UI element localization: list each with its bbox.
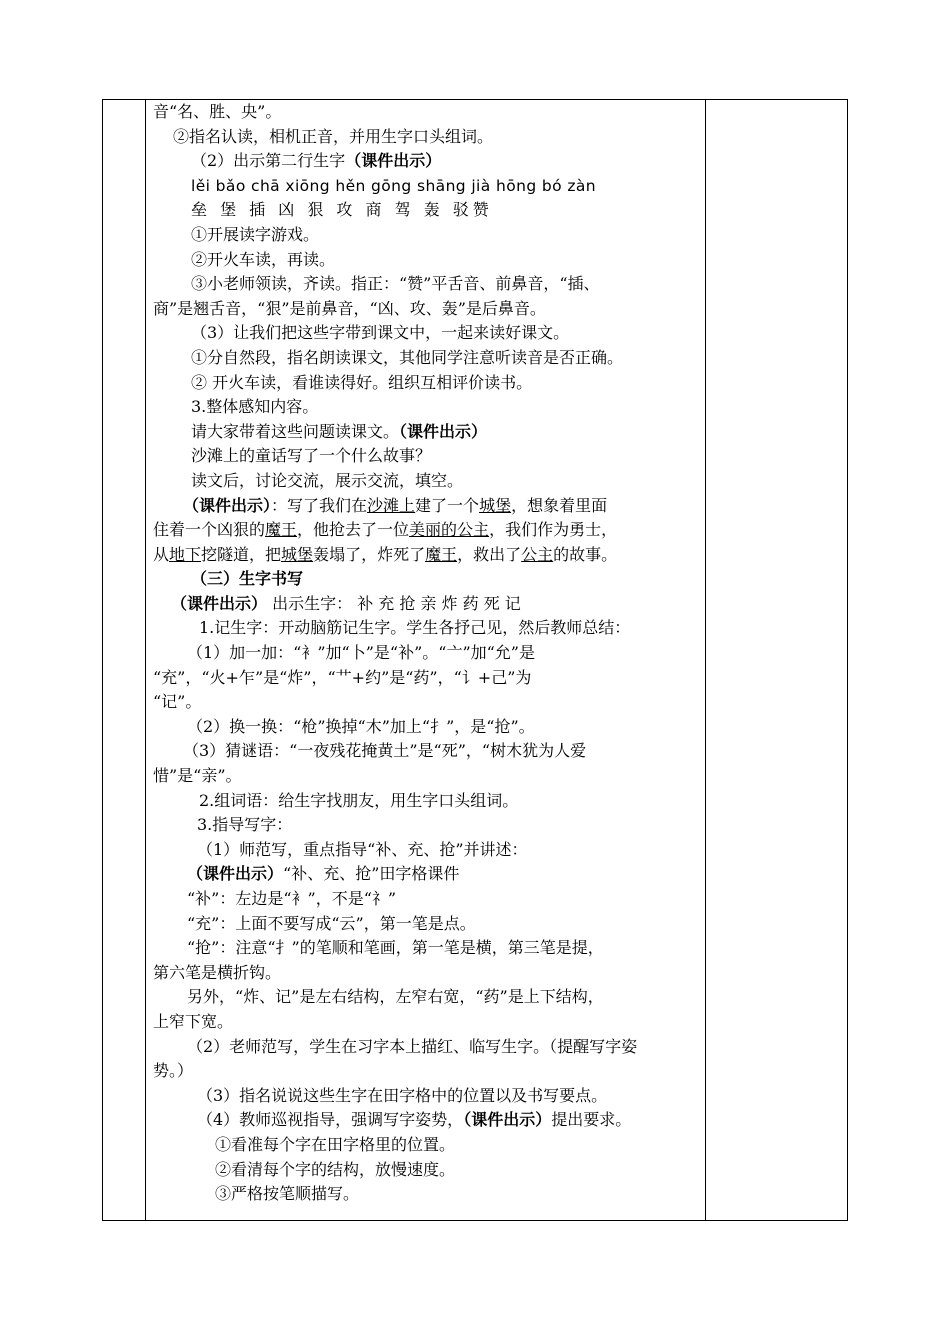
text-segment: ①看准每个字在田字格里的位置。 <box>215 1134 456 1154</box>
text-line <box>153 149 701 174</box>
text-line <box>153 543 701 568</box>
text-segment: 另外，“炸、记”是左右结构，左窄右宽，“药”是上下结构， <box>187 987 604 1007</box>
text-line <box>153 1133 701 1158</box>
text-line <box>153 1010 701 1035</box>
text-segment: ，我们作为勇士， <box>489 520 618 540</box>
text-segment: （3）指名说说这些生字在田字格中的位置以及书写要点。 <box>197 1085 608 1105</box>
text-segment: ：写了我们在 <box>271 495 368 515</box>
text-segment: “充”：上面不要写成“云”，第一笔是点。 <box>187 913 476 933</box>
text-line <box>153 297 701 322</box>
table-bottom-border <box>102 1220 848 1221</box>
text-segment: “记”。 <box>153 692 202 712</box>
text-line <box>153 813 701 838</box>
text-line <box>153 690 701 715</box>
table-right-border <box>847 99 848 1221</box>
bold-text: （课件出示） <box>345 151 442 171</box>
text-segment: 上窄下宽。 <box>153 1011 234 1031</box>
text-line <box>153 321 701 346</box>
text-line <box>153 100 701 125</box>
text-line <box>153 248 701 273</box>
text-line <box>153 641 701 666</box>
text-line <box>153 1158 701 1183</box>
text-line <box>153 1059 701 1084</box>
text-segment: 音“名、胜、央”。 <box>153 102 282 121</box>
text-line <box>153 395 701 420</box>
text-line <box>153 739 701 764</box>
text-line <box>153 346 701 371</box>
bold-text: （课件出示） <box>183 495 272 515</box>
text-line <box>153 371 701 396</box>
text-line <box>153 198 701 223</box>
text-segment: 出示生字： 补 充 抢 亲 炸 药 死 记 <box>267 593 521 613</box>
text-segment: 轰塌了，炸死了 <box>313 544 426 564</box>
text-segment: lěi bǎo chā xiōng hěn gōng shāng jià hōng bó zàn <box>191 176 596 195</box>
text-segment: 垒 堡 插 凶 狠 攻 商 驾 轰 驳赞 <box>191 200 493 220</box>
text-line <box>153 838 701 863</box>
text-segment: ③小老师领读，齐读。指正：“赞”平舌音、前鼻音，“插、 <box>191 274 600 294</box>
text-line <box>153 494 701 519</box>
text-line <box>153 567 701 592</box>
text-segment: ③严格按笔顺描写。 <box>215 1184 360 1204</box>
text-segment: 读文后，讨论交流，展示交流，填空。 <box>191 470 464 490</box>
text-line <box>153 862 701 887</box>
text-line <box>153 985 701 1010</box>
text-segment: 请大家带着这些问题读课文。 <box>191 421 400 441</box>
text-line <box>153 223 701 248</box>
text-segment: 从 <box>153 544 170 564</box>
text-line <box>153 961 701 986</box>
text-segment: “补、充、抢”田字格课件 <box>283 864 460 884</box>
text-line <box>153 666 701 691</box>
text-segment: 2.组词语：给生字找朋友，用生字口头组词。 <box>199 790 519 810</box>
underlined-answer: 城堡 <box>479 495 512 515</box>
text-segment: （2）出示第二行生字 <box>191 151 346 171</box>
text-line <box>153 789 701 814</box>
text-segment: “充”，“火+乍”是“炸”，“艹+约”是“药”，“讠+己”为 <box>153 667 532 687</box>
text-segment: （3）让我们把这些字带到课文中，一起来读好课文。 <box>191 323 570 343</box>
text-segment: ②指名认读，相机正音，并用生字口头组词。 <box>173 126 494 146</box>
column-divider-right <box>705 99 706 1221</box>
text-segment: 1.记生字：开动脑筋记生字。学生各抒己见，然后教师总结： <box>199 618 631 638</box>
text-line <box>153 616 701 641</box>
text-line <box>153 912 701 937</box>
text-line <box>153 592 701 617</box>
text-segment: “补”：左边是“衤”，不是“礻” <box>187 889 397 908</box>
text-segment: ②开火车读，再读。 <box>191 249 336 269</box>
text-segment: （4）教师巡视指导，强调写字姿势， <box>197 1110 464 1130</box>
underlined-answer: 公主 <box>521 544 554 564</box>
text-line <box>153 272 701 297</box>
bold-text: （课件出示） <box>171 593 268 613</box>
text-line <box>153 420 701 445</box>
bold-text: （三）生字书写 <box>191 569 304 589</box>
text-line <box>153 518 701 543</box>
text-segment: （1）师范写，重点指导“补、充、抢”并讲述： <box>197 839 528 859</box>
text-segment: 的故事。 <box>553 544 618 564</box>
text-segment: 势。） <box>153 1061 194 1081</box>
text-segment: 建了一个 <box>415 495 480 515</box>
text-line <box>153 764 701 789</box>
text-segment: 第六笔是横折钩。 <box>153 962 282 982</box>
underlined-answer: 地下 <box>169 544 202 564</box>
underlined-answer: 魔王 <box>425 544 458 564</box>
text-segment: ② 开火车读，看谁读得好。组织互相评价读书。 <box>191 372 533 392</box>
underlined-answer: 美丽的公主 <box>409 520 490 540</box>
column-divider-left <box>145 99 146 1221</box>
text-segment: ，他抢去了一位 <box>297 520 410 540</box>
text-segment: ①分自然段，指名朗读课文，其他同学注意听读音是否正确。 <box>191 347 624 367</box>
lesson-content-cell <box>153 100 701 1207</box>
text-line <box>153 715 701 740</box>
bold-text: （课件出示） <box>463 1110 552 1130</box>
text-segment: “抢”：注意“扌”的笔顺和笔画，第一笔是横，第三笔是提， <box>187 938 604 958</box>
text-line <box>153 887 701 912</box>
text-segment: 3.指导写字： <box>197 815 293 835</box>
text-segment: 挖隧道，把 <box>201 544 282 564</box>
text-segment: ②看清每个字的结构，放慢速度。 <box>215 1159 456 1179</box>
text-line <box>153 174 701 199</box>
text-segment: 住着一个凶狠的 <box>153 520 266 540</box>
bold-text: （课件出示） <box>399 421 488 441</box>
text-segment: ，救出了 <box>457 544 522 564</box>
text-line <box>153 444 701 469</box>
text-segment: 惜”是“亲”。 <box>153 766 242 786</box>
text-segment: （2）换一换：“枪”换掉“木”加上“扌”，是“抢”。 <box>187 716 535 736</box>
text-segment: （2）老师范写，学生在习字本上描红、临写生字。（提醒写字姿 <box>187 1036 638 1056</box>
text-line <box>153 1084 701 1109</box>
text-segment: （3）猜谜语：“一夜残花掩黄土”是“死”，“树木犹为人爱 <box>183 741 587 761</box>
text-segment: ，想象着里面 <box>511 495 608 515</box>
text-segment: 沙滩上的童话写了一个什么故事？ <box>191 446 432 466</box>
text-segment: ①开展读字游戏。 <box>191 224 320 244</box>
text-segment: 商”是翘舌音，“狠”是前鼻音，“凶、攻、轰”是后鼻音。 <box>153 298 546 318</box>
text-segment: 3.整体感知内容。 <box>191 397 319 417</box>
text-line <box>153 1182 701 1207</box>
text-line <box>153 125 701 150</box>
text-line <box>153 1035 701 1060</box>
text-line <box>153 936 701 961</box>
table-left-border <box>102 99 103 1221</box>
underlined-answer: 城堡 <box>281 544 314 564</box>
underlined-answer: 沙滩上 <box>367 495 416 515</box>
bold-text: （课件出示） <box>187 864 284 884</box>
text-line <box>153 469 701 494</box>
underlined-answer: 魔王 <box>265 520 298 540</box>
text-line <box>153 1108 701 1133</box>
text-segment: （1）加一加：“衤”加“卜”是“补”。“亠”加“允”是 <box>187 643 535 663</box>
text-segment: 提出要求。 <box>551 1110 632 1130</box>
